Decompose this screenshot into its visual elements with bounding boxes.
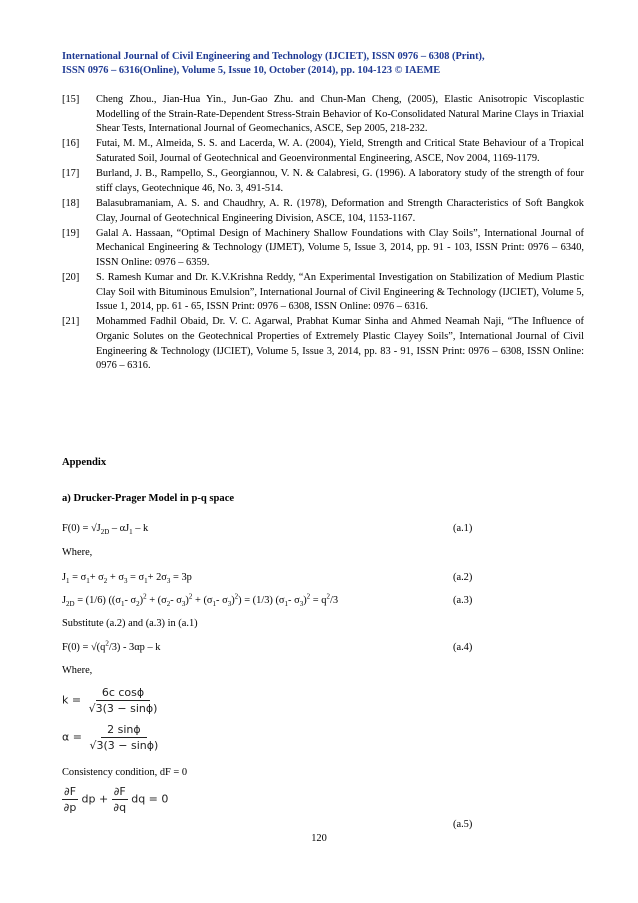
equation-a2-body: $J_1 = \sigma_1+ \sigma_2 + \sigma_3 = \sigma_1+ 2\sigma_3 = 3p$ [62, 572, 192, 586]
substitute-text: Substitute (a.2) and (a.3) in (a.1) [62, 618, 198, 629]
k-equation [62, 686, 157, 715]
equation-a2 [62, 571, 584, 584]
dF-dp-fraction: $\frac{\partial F}{\partial p}$ [63, 785, 77, 814]
reference-number: [21] [62, 316, 80, 328]
where-label: Where, [62, 665, 93, 676]
reference-item [62, 93, 584, 137]
reference-number: [17] [62, 168, 80, 180]
reference-item [62, 315, 584, 373]
k-label: k = [62, 693, 82, 707]
reference-text: Burland, J. B., Rampello, S., Georgiannou, V. N. & Calabresi, G. (1996). A laboratory study of the strength of four stiff clays, Geotechnique 46, No. 3, 491-514. [96, 168, 584, 194]
equation-a5-body: $\frac{\partial F}{\partial p}$ dp + $\frac{\partial F}{\partial q}$ dq = 0 [63, 785, 169, 814]
reference-number: [16] [62, 138, 80, 150]
reference-text: Futai, M. M., Almeida, S. S. and Lacerda, W. A. (2004), Yield, Strength and Critical State Behaviour of a Tropical Saturated Soil, Journal of Geotechnical and Geoenvironmental Engineering, ASCE, Nov 2004, 1169-1179. [96, 138, 584, 164]
reference-list [62, 93, 584, 374]
alpha-numerator: 2 sinϕ [101, 723, 147, 738]
equation-number: (a.5) [453, 819, 473, 830]
equation-number: (a.4) [453, 642, 473, 653]
alpha-label: α = [62, 730, 82, 744]
equation-a1 [62, 522, 584, 535]
k-denominator: √3(3 − sinϕ) [88, 702, 158, 715]
k-numerator: 6c cosϕ [96, 686, 150, 701]
k-fraction [89, 686, 158, 715]
equation-number: (a.3) [453, 595, 473, 606]
appendix-subtitle: a) Drucker-Prager Model in p-q space [62, 493, 235, 504]
reference-item [62, 271, 584, 315]
reference-item [62, 137, 584, 166]
equation-a4-body: $F(0) = √(q^2/3) - 3\alpha p - k$ [62, 639, 161, 653]
reference-text: Balasubramaniam, A. S. and Chaudhry, A. R. (1978), Deformation and Strength Characteristics of Soft Bangkok Clay, Journal of Geotechnical Engineering Division, ASCE, 104, 1153-1167. [96, 197, 584, 224]
reference-item [62, 197, 584, 226]
consistency-condition: Consistency condition, dF = 0 [62, 767, 188, 778]
alpha-denominator: √3(3 − sinϕ) [89, 739, 159, 752]
equation-a4 [62, 641, 584, 654]
reference-text: Mohammed Fadhil Obaid, Dr. V. C. Agarwal, Prabhat Kumar Sinha and Ahmed Neamah Naji, “The Influence of Organic Solutes on the Geotechnical Properties of Extremely Plastic Clayey Soils”, International Journal of Civil Engineering & Technology (IJCIET), Volume 5, Issue 3, 2014, pp. 83 - 91, ISSN Print: 0976 – 6308, ISSN Online: 0976 – 6316. [96, 316, 584, 372]
reference-number: [18] [62, 197, 80, 209]
reference-text: Galal A. Hassaan, “Optimal Design of Machinery Shallow Foundations with Clay Soils”, International Journal of Mechanical Engineering & Technology (IJMET), Volume 5, Issue 3, 2014, pp. 91 - 103, ISSN Print: 0976 – 6340, ISSN Online: 0976 – 6359. [96, 227, 584, 268]
reference-number: [15] [62, 94, 80, 105]
where-label: Where, [62, 547, 93, 558]
equation-number: (a.2) [453, 572, 473, 583]
alpha-fraction [89, 723, 158, 752]
header-line-2: ISSN 0976 – 6316(Online), Volume 5, Issue 10, October (2014), pp. 104-123 © IAEME [62, 65, 441, 76]
reference-text: S. Ramesh Kumar and Dr. K.V.Krishna Reddy, “An Experimental Investigation on Stabilization of Medium Plastic Clay Soil with Bituminous Emulsion”, International Journal of Civil Engineering & Technology (IJCIET), Volume 5, Issue 1, 2014, pp. 61 - 65, ISSN Print: 0976 – 6308, ISSN Online: 0976 – 6316. [96, 272, 584, 313]
header-line-1: International Journal of Civil Engineering and Technology (IJCIET), ISSN 0976 – 6308 (Print), [62, 51, 485, 62]
reference-number: [20] [62, 272, 80, 284]
dF-dq-fraction: $\frac{\partial F}{\partial q}$ [113, 785, 127, 814]
journal-header [62, 50, 584, 78]
alpha-equation [62, 723, 158, 752]
page-number: 120 [311, 833, 327, 844]
reference-number: [19] [62, 227, 80, 239]
equation-a3-body: $J_{2D} = (1/6)$ (($\sigma_1-$ $\sigma_2)^2 + (\sigma_2-$ $\sigma_3)^2 + (\sigma_1-$ $\sigma_3)^2) = (1/3)$ ($\sigma_1-$ $\sigma_3)^2 = q^2/3$ [62, 592, 339, 609]
reference-item [62, 227, 584, 271]
appendix-title: Appendix [62, 457, 107, 468]
equation-a3 [62, 594, 584, 607]
equation-a1-body: $F(0) = √J_{2D} - \alpha J_1 - k$ [62, 523, 149, 537]
reference-text: Cheng Zhou., Jian-Hua Yin., Jun-Gao Zhu. and Chun-Man Cheng, (2005), Elastic Anisotropic Viscoplastic Modelling of the Strain-Rate-Dependent Stress-Strain Behavior of Ko-Consolidated Natural Marine Clays in Triaxial Shear Tests, International Journal of Geomechanics, ASCE, Sep 2005, 218-232. [96, 94, 584, 135]
reference-item [62, 167, 584, 196]
equation-number: (a.1) [453, 523, 473, 534]
